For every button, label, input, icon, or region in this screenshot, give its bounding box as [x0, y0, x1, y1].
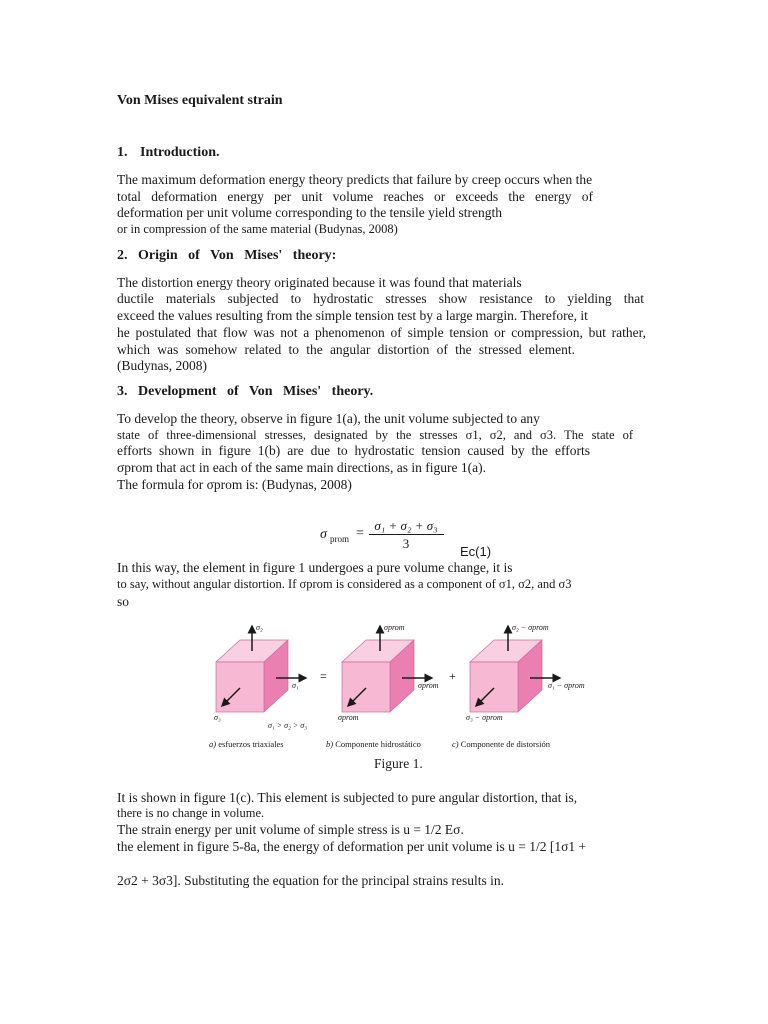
paragraph-line: In this way, the element in figure 1 undergoes a pure volume change, it is	[117, 560, 513, 575]
paragraph-line: so	[117, 594, 130, 609]
paragraph-line: or in compression of the same material (Budynas, 2008)	[117, 222, 398, 236]
paragraph-line: the element in figure 5-8a, the energy of deformation per unit volume is u = 1/2 [1σ1 +	[117, 839, 587, 854]
label-c-top: σ₂ − σprom	[512, 623, 549, 632]
paragraph-line: The distortion energy theory originated because it was found that materials	[117, 275, 522, 290]
section-3-heading: 3. Development of Von Mises' theory.	[117, 384, 374, 399]
paragraph-line: ductile materials subjected to hydrostatic stresses show resistance to yielding that	[117, 291, 644, 306]
equation-denominator: 3	[402, 536, 410, 551]
section-2-heading: 2. Origin of Von Mises' theory:	[117, 248, 337, 263]
document-title: Von Mises equivalent strain	[117, 93, 283, 108]
label-b-bottom: σprom	[338, 713, 359, 722]
paragraph-line: exceed the values resulting from the simple tension test by a large margin. Therefore, it	[117, 308, 588, 323]
paragraph-line: deformation per unit volume corresponding to the tensile yield strength	[117, 205, 503, 220]
equation-equals: =	[356, 526, 364, 541]
label-b-top: σprom	[384, 623, 405, 632]
paragraph-line: The formula for σprom is: (Budynas, 2008)	[117, 477, 352, 492]
paragraph-line: total deformation energy per unit volume reaches or exceeds the energy of	[117, 189, 593, 204]
paragraph-line: 2σ2 + 3σ3]. Substituting the equation for the principal strains results in.	[117, 873, 504, 888]
equation-lhs-subscript: prom	[330, 534, 349, 544]
cube-a	[216, 626, 306, 712]
cube-c	[470, 626, 560, 712]
label-c-right: σ₁ − σprom	[548, 681, 585, 690]
paragraph-line: The strain energy per unit volume of simple stress is u = 1/2 Eσ.	[117, 822, 464, 837]
paragraph-line: he postulated that flow was not a phenomenon of simple tension or compression, but rather,	[117, 325, 646, 340]
paragraph-line: σprom that act in each of the same main directions, as in figure 1(a).	[117, 460, 487, 475]
section-1-number: 1.	[117, 145, 128, 160]
figure-caption-b: b) Componente hidrostático	[326, 739, 421, 749]
figure-equals-sign: =	[320, 669, 327, 683]
paragraph-line: efforts shown in figure 1(b) are due to hydrostatic tension caused by the efforts	[117, 443, 590, 458]
figure-1-drawing	[200, 616, 600, 756]
label-a-top: σ₂	[256, 623, 263, 632]
label-a-bottom: σ₃	[214, 713, 221, 722]
paragraph-line: (Budynas, 2008)	[117, 358, 207, 373]
paragraph-line: there is no change in volume.	[117, 806, 265, 820]
label-b-right: σprom	[418, 681, 439, 690]
cube-b	[342, 626, 432, 712]
equation-numerator: σ₁ + σ₂ + σ₃	[374, 518, 438, 533]
equation-lhs-sigma: σ	[320, 527, 327, 542]
label-a-inequality: σ₁ > σ₂ > σ₃	[268, 721, 307, 730]
figure-caption-a: a) esfuerzos triaxiales	[209, 739, 284, 749]
equation	[320, 516, 450, 556]
paragraph-line: It is shown in figure 1(c). This element is subjected to pure angular distortion, that is,	[117, 790, 578, 805]
paragraph-line: to say, without angular distortion. If σprom is considered as a component of σ1, σ2, and σ3	[117, 577, 572, 591]
label-a-right: σ₁	[292, 681, 299, 690]
fraction-bar	[369, 534, 444, 535]
paragraph-line: which was somehow related to the angular distortion of the stressed element.	[117, 342, 575, 357]
label-c-bottom: σ₃ − σprom	[466, 713, 503, 722]
equation-label: Ec(1)	[460, 544, 492, 559]
paragraph-line: The maximum deformation energy theory predicts that failure by creep occurs when the	[117, 172, 593, 187]
figure-title: Figure 1.	[374, 756, 423, 771]
figure-caption-c: c) Componente de distorsión	[452, 739, 550, 749]
figure-plus-sign: +	[449, 669, 456, 683]
section-1-heading: Introduction.	[140, 145, 220, 160]
figure-1	[200, 616, 600, 756]
paragraph-line: state of three-dimensional stresses, designated by the stresses σ1, σ2, and σ3. The state of	[117, 428, 633, 442]
paragraph-line: To develop the theory, observe in figure 1(a), the unit volume subjected to any	[117, 411, 540, 426]
